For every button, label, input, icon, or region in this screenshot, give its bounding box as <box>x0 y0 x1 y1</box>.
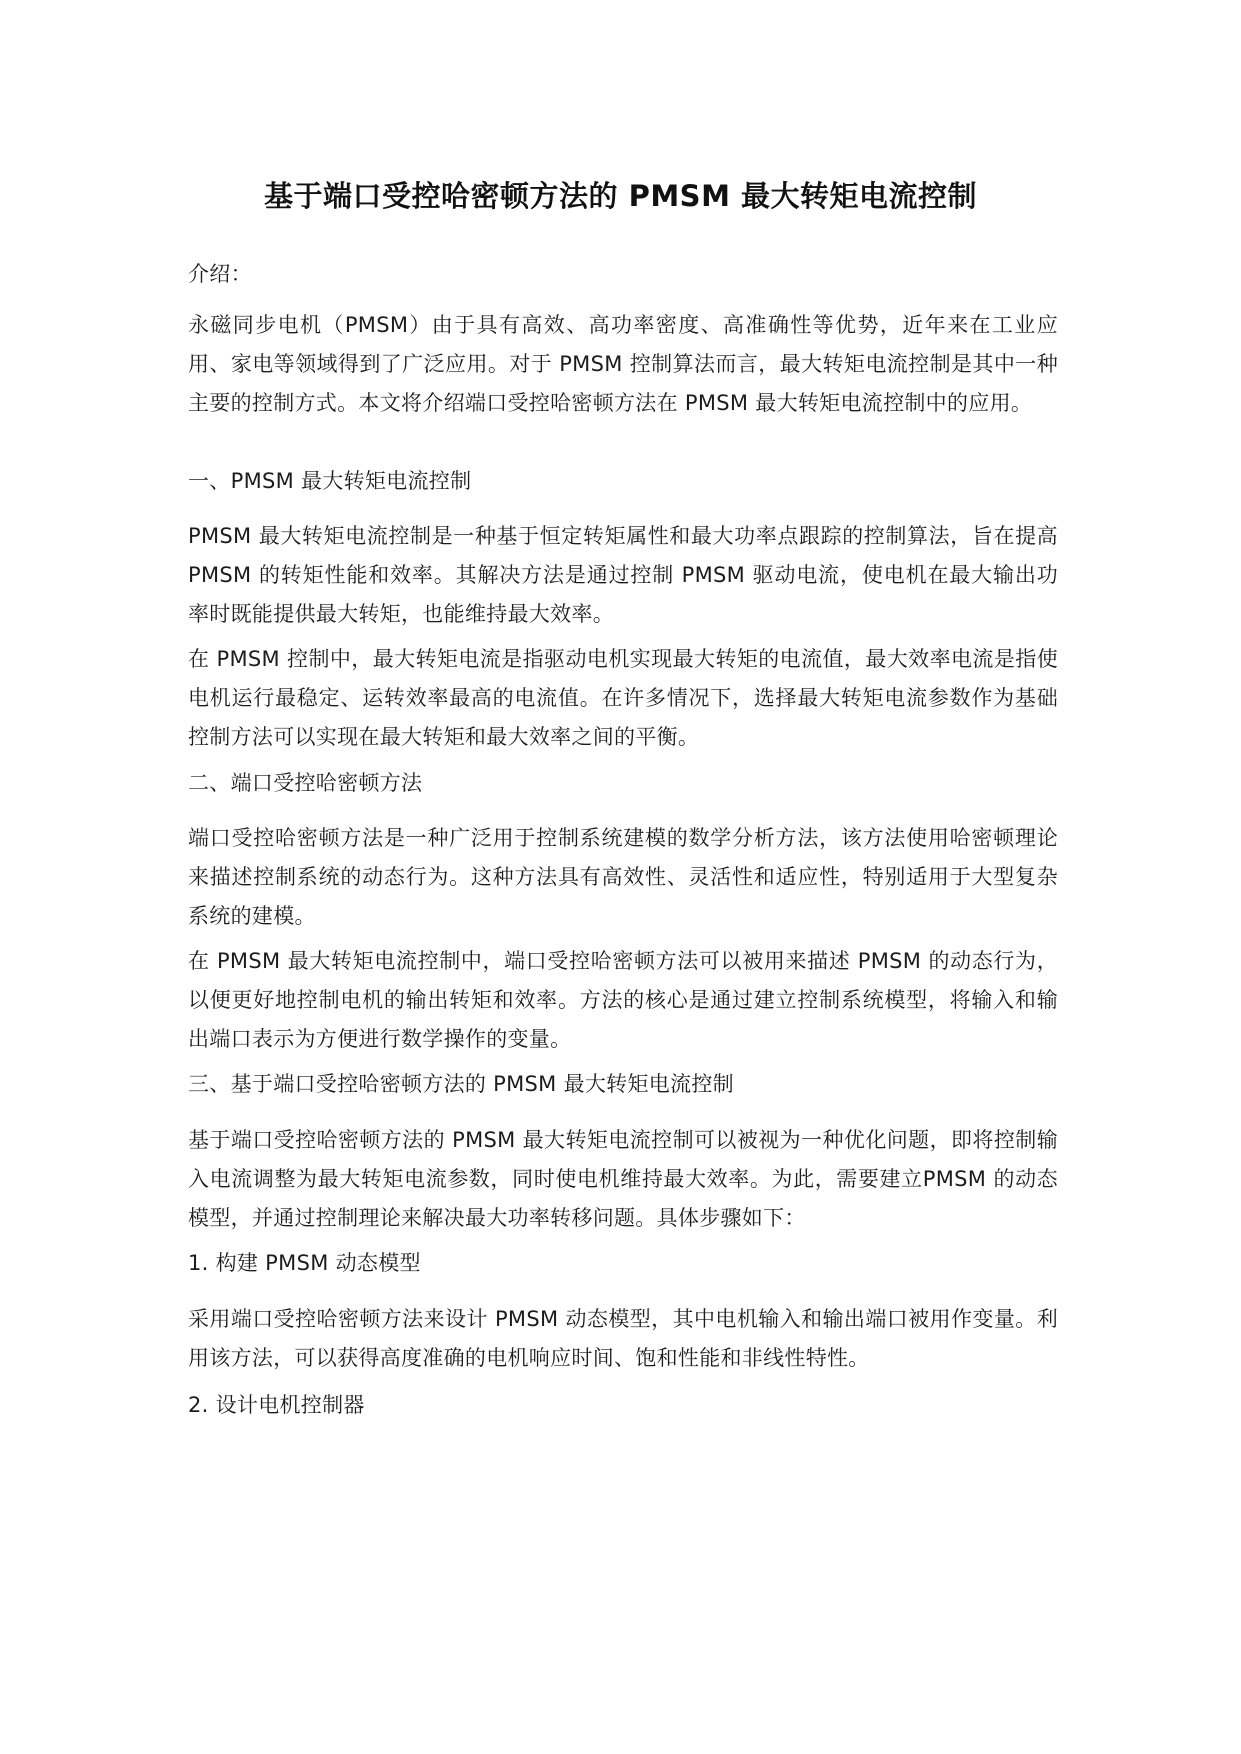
section3-paragraph-1: 基于端口受控哈密顿方法的 PMSM 最大转矩电流控制可以被视为一种优化问题，即将控制输入电流调整为最大转矩电流参数，同时使电机维持最大效率。为此，需要建立PMSM 的动态模型，并通过控制理论来解决最大功率转移问题。具体步骤如下： <box>188 1128 1058 1230</box>
section1-heading: 一、PMSM 最大转矩电流控制 <box>188 469 472 493</box>
section2-paragraph-1: 端口受控哈密顿方法是一种广泛用于控制系统建模的数学分析方法，该方法使用哈密顿理论来描述控制系统的动态行为。这种方法具有高效性、灵活性和适应性，特别适用于大型复杂系统的建模。 <box>188 826 1058 928</box>
section2-heading: 二、端口受控哈密顿方法 <box>188 771 423 795</box>
section2-paragraph-2: 在 PMSM 最大转矩电流控制中，端口受控哈密顿方法可以被用来描述 PMSM 的动态行为，以便更好地控制电机的输出转矩和效率。方法的核心是通过建立控制系统模型，将输入和输出端口表示为方便进行数学操作的变量。 <box>188 949 1058 1051</box>
document-title: 基于端口受控哈密顿方法的 PMSM 最大转矩电流控制 <box>263 179 978 213</box>
step1-heading: 1. 构建 PMSM 动态模型 <box>188 1251 421 1275</box>
step1-paragraph: 采用端口受控哈密顿方法来设计 PMSM 动态模型，其中电机输入和输出端口被用作变量。利用该方法，可以获得高度准确的电机响应时间、饱和性能和非线性特性。 <box>188 1307 1058 1370</box>
intro-paragraph: 永磁同步电机（PMSM）由于具有高效、高功率密度、高准确性等优势，近年来在工业应用、家电等领域得到了广泛应用。对于 PMSM 控制算法而言，最大转矩电流控制是其中一种主要的控制方式。本文将介绍端口受控哈密顿方法在 PMSM 最大转矩电流控制中的应用。 <box>188 313 1058 415</box>
section3-heading: 三、基于端口受控哈密顿方法的 PMSM 最大转矩电流控制 <box>188 1072 734 1096</box>
intro-label: 介绍： <box>188 262 252 286</box>
section1-paragraph-2: 在 PMSM 控制中，最大转矩电流是指驱动电机实现最大转矩的电流值，最大效率电流是指使电机运行最稳定、运转效率最高的电流值。在许多情况下，选择最大转矩电流参数作为基础控制方法可以实现在最大转矩和最大效率之间的平衡。 <box>188 647 1058 749</box>
section1-paragraph-1: PMSM 最大转矩电流控制是一种基于恒定转矩属性和最大功率点跟踪的控制算法，旨在提高 PMSM 的转矩性能和效率。其解决方法是通过控制 PMSM 驱动电流，使电机在最大输出功率时既能提供最大转矩，也能维持最大效率。 <box>188 524 1058 626</box>
step2-heading: 2. 设计电机控制器 <box>188 1393 365 1417</box>
